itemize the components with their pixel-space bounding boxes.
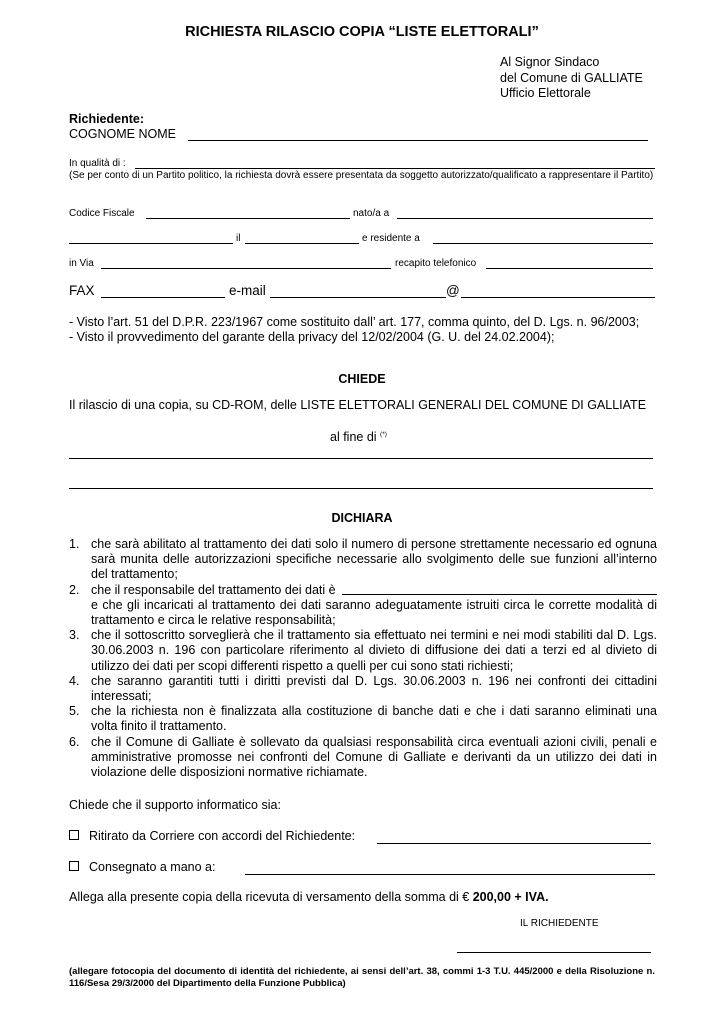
purpose-footnote-mark: (*) xyxy=(380,430,387,438)
fax-label: FAX xyxy=(69,283,95,298)
courier-checkbox[interactable] xyxy=(69,830,79,840)
item-text-a: che il responsabile del trattamento dei dati è xyxy=(91,582,336,597)
request-heading: CHIEDE xyxy=(338,372,386,386)
item-first-line xyxy=(91,583,657,598)
declaration-item-2 xyxy=(69,583,657,629)
email-label: e-mail xyxy=(229,283,266,298)
item-text: che il Comune di Galliate è sollevato da qualsiasi responsabilità circa eventuali azioni civili, penali e amministrative promosse nei confronti del Comune di Galliate e derivanti da un utilizzo dei dati in violazione delle disposizioni normative richiamate. xyxy=(91,734,657,780)
applicant-heading: Richiedente: xyxy=(69,112,145,126)
item-text: che sarà abilitato al trattamento dei dati solo il numero di persone strettamente necessario ed ognuna sarà munita delle autorizzazioni specifiche necessarie allo svolgimento delle sue funzioni all’interno del trattamento; xyxy=(91,537,657,582)
born-label: nato/a a xyxy=(353,208,390,219)
option-hand xyxy=(69,860,215,874)
reference-dpr: - Visto l’art. 51 del D.P.R. 223/1967 come sostituito dall’ art. 177, comma quinto, del D. Lgs. n. 96/2003; xyxy=(69,315,640,329)
item-number: 3. xyxy=(69,628,80,643)
purpose-label xyxy=(330,430,387,444)
signature-field[interactable] xyxy=(457,952,651,953)
declaration-item-1 xyxy=(69,537,657,583)
email-user-field[interactable] xyxy=(270,297,446,298)
signature-label: IL RICHIEDENTE xyxy=(520,918,599,929)
phone-label: recapito telefonico xyxy=(395,258,477,269)
courier-field[interactable] xyxy=(377,843,651,844)
item-number: 1. xyxy=(69,537,80,551)
street-field[interactable] xyxy=(101,268,391,269)
hand-delivery-label: Consegnato a mano a: xyxy=(89,860,216,874)
declaration-list xyxy=(69,537,657,780)
fax-field[interactable] xyxy=(101,297,225,298)
item-text: che la richiesta non è finalizzata alla costituzione di banche dati e che i dati saranno eliminati una volta finito il trattamento. xyxy=(91,704,657,734)
option-courier xyxy=(69,829,355,843)
residence-field[interactable] xyxy=(433,243,653,244)
references xyxy=(69,315,655,345)
request-text: Il rilascio di una copia, su CD-ROM, delle LISTE ELETTORALI GENERALI DEL COMUNE DI GALLIATE xyxy=(69,398,647,412)
declaration-item-4 xyxy=(69,674,657,704)
data-manager-field[interactable] xyxy=(342,594,657,595)
declaration-item-3 xyxy=(69,628,657,674)
purpose-field-line-2[interactable] xyxy=(69,488,653,489)
declaration-item-6 xyxy=(69,735,657,781)
fiscal-code-field[interactable] xyxy=(146,218,350,219)
at-sign: @ xyxy=(446,283,460,298)
purpose-label-text: al fine di xyxy=(330,430,377,444)
support-intro: Chiede che il supporto informatico sia: xyxy=(69,798,281,812)
reference-privacy: - Visto il provvedimento del garante della privacy del 12/02/2004 (G. U. del 24.02.2004); xyxy=(69,330,555,345)
footnote: (allegare fotocopia del documento di identità del richiedente, ai sensi dell’art. 38, commi 1-3 T.U. 445/2000 e della Risoluzione n. 116/Sesa 29/3/2000 del Dipartimento della Funzione Pubblica) xyxy=(69,966,655,989)
address-line-2: del Comune di GALLIATE xyxy=(500,70,643,85)
document-title: RICHIESTA RILASCIO COPIA “LISTE ELETTORALI” xyxy=(185,24,539,40)
courier-label: Ritirato da Corriere con accordi del Richiedente: xyxy=(89,829,356,843)
birthdate-label: il xyxy=(236,233,241,244)
role-label: In qualità di : xyxy=(69,158,126,169)
residence-label: e residente a xyxy=(362,233,420,244)
surname-label: COGNOME NOME xyxy=(69,127,176,141)
role-note: (Se per conto di un Partito politico, la richiesta dovrà essere presentata da soggetto autorizzato/qualificato a rappresentare il Partito) xyxy=(69,170,654,181)
item-text-wrapper xyxy=(91,583,657,629)
email-domain-field[interactable] xyxy=(461,297,655,298)
declaration-item-5 xyxy=(69,704,657,734)
item-number: 5. xyxy=(69,704,80,719)
item-text: che il sottoscritto sorveglierà che il trattamento sia effettuato nei termini e nei modi stabiliti dal D. Lgs. 30.06.2003 n. 196 con particolare riferimento al divieto di diffusione dei dati a terzi ed al divieto di utilizzo dei dati per scopi differenti rispetto a quelli per cui sono stati richiesti; xyxy=(91,628,657,673)
purpose-field-line-1[interactable] xyxy=(69,458,653,459)
item-text: che saranno garantiti tutti i diritti previsti dal D. Lgs. 30.06.2003 n. 196 nei confronti dei cittadini interessati; xyxy=(91,673,657,704)
item-number: 6. xyxy=(69,734,80,749)
address-line-1: Al Signor Sindaco xyxy=(500,55,600,69)
fiscal-code-label: Codice Fiscale xyxy=(69,208,135,219)
hand-delivery-field[interactable] xyxy=(245,874,655,875)
surname-field[interactable] xyxy=(188,140,648,141)
birth-province-field[interactable] xyxy=(69,243,233,244)
role-field[interactable] xyxy=(135,168,655,169)
street-label: in Via xyxy=(69,258,94,269)
declaration-heading: DICHIARA xyxy=(331,511,393,525)
payment-line xyxy=(69,890,549,904)
item-number: 4. xyxy=(69,673,80,688)
birthplace-field[interactable] xyxy=(397,218,653,219)
payment-text: Allega alla presente copia della ricevuta di versamento della somma di € xyxy=(69,890,473,904)
address-block xyxy=(500,55,643,102)
birthdate-field[interactable] xyxy=(245,243,359,244)
item-number: 2. xyxy=(69,582,80,597)
hand-delivery-checkbox[interactable] xyxy=(69,861,79,871)
phone-field[interactable] xyxy=(486,268,653,269)
address-line-3: Ufficio Elettorale xyxy=(500,86,591,100)
item-text-b: e che gli incaricati al trattamento dei dati saranno adeguatamente istruiti circa le corrette modalità di trattamento e circa le relative responsabilità; xyxy=(91,597,657,628)
payment-amount: 200,00 + IVA. xyxy=(472,890,549,904)
